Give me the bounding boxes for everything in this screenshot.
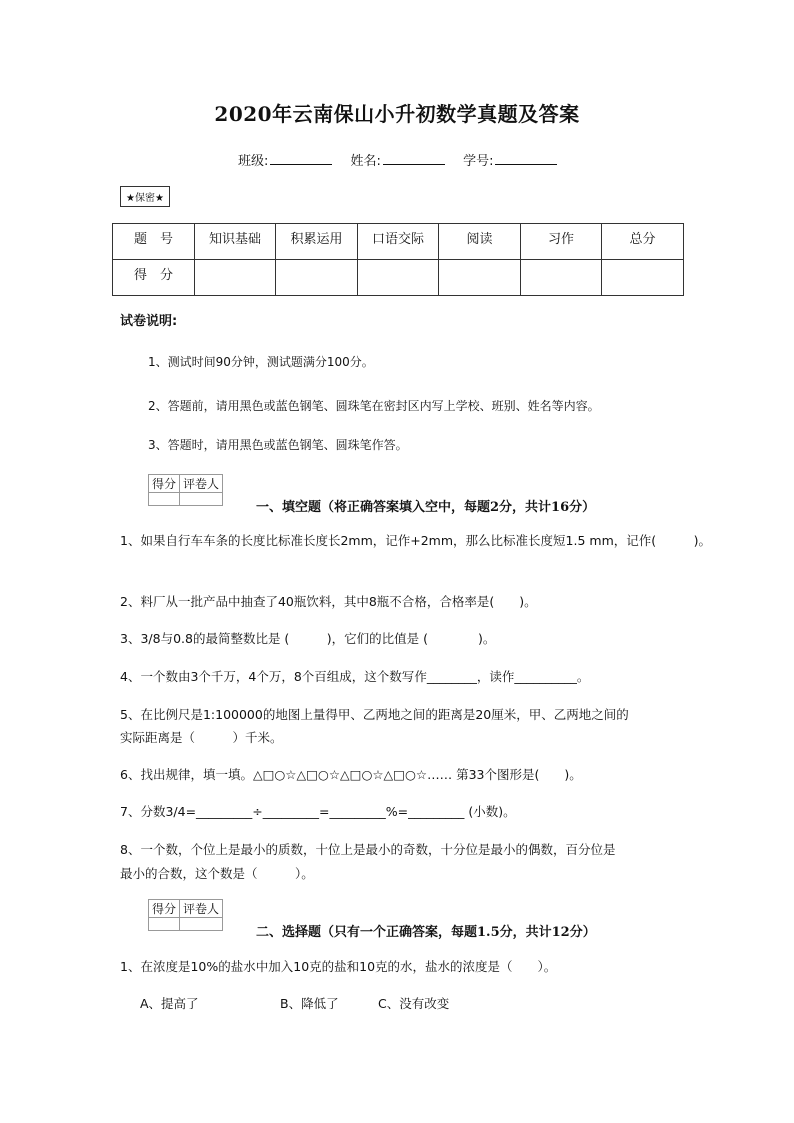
page-title: 2020年云南保山小升初数学真题及答案: [214, 102, 580, 126]
secret-badge: ★保密★: [120, 186, 170, 207]
option-a[interactable]: A、提高了: [140, 996, 199, 1011]
id-label: 学号:: [463, 154, 494, 169]
name-label: 姓名:: [350, 154, 381, 169]
option-c[interactable]: C、没有改变: [378, 996, 450, 1011]
grader-box: [148, 474, 223, 506]
score-header-cell: 题 号: [113, 224, 195, 260]
score-cell[interactable]: [521, 260, 602, 296]
grader-score-label: 得分: [149, 475, 180, 493]
score-header-cell: 知识基础: [195, 224, 276, 260]
question-item: 实际距离是（ ）千米。: [120, 730, 283, 745]
instructions-heading: 试卷说明:: [120, 314, 178, 329]
instruction-item: 3、答题时，请用黑色或蓝色钢笔、圆珠笔作答。: [148, 438, 408, 452]
score-cell[interactable]: [195, 260, 276, 296]
grader-reviewer-cell[interactable]: [180, 493, 223, 506]
question-item: 8、一个数，个位上是最小的质数，十位上是最小的奇数，十分位是最小的偶数，百分位是: [120, 842, 616, 857]
score-cell[interactable]: [439, 260, 521, 296]
instruction-item: 2、答题前，请用黑色或蓝色钢笔、圆珠笔在密封区内写上学校、班别、姓名等内容。: [148, 399, 600, 413]
class-blank[interactable]: [270, 151, 332, 165]
score-cell[interactable]: [276, 260, 358, 296]
score-table: [112, 223, 684, 296]
question-item: 1、如果自行车车条的长度比标准长度长2mm，记作+2mm，那么比标准长度短1.5 mm，记作( )。: [120, 533, 711, 548]
score-header-cell: 习作: [521, 224, 602, 260]
grader-score-label: 得分: [149, 900, 180, 918]
grader-score-cell[interactable]: [149, 918, 180, 931]
option-b[interactable]: B、降低了: [280, 996, 339, 1011]
grader-box: [148, 899, 223, 931]
score-table-header-row: [113, 224, 684, 260]
score-table-score-row: [113, 260, 684, 296]
student-info: [238, 150, 571, 169]
question-item: 3、3/8与0.8的最简整数比是 ( )，它们的比值是 ( )。: [120, 631, 496, 646]
question-item: 4、一个数由3个千万，4个万，8个百组成，这个数写作________，读作__________。: [120, 669, 590, 684]
question-item: 6、找出规律，填一填。△□○☆△□○☆△□○☆△□○☆…… 第33个图形是( )。: [120, 767, 582, 782]
question-item: 2、料厂从一批产品中抽查了40瓶饮料，其中8瓶不合格，合格率是( )。: [120, 594, 537, 609]
score-header-cell: 口语交际: [358, 224, 439, 260]
section-2-title: 二、选择题（只有一个正确答案，每题1.5分，共计12分）: [256, 925, 596, 940]
grader-score-cell[interactable]: [149, 493, 180, 506]
question-item: 5、在比例尺是1:100000的地图上量得甲、乙两地之间的距离是20厘米，甲、乙两地之间的: [120, 707, 629, 722]
score-header-cell: 总分: [602, 224, 684, 260]
score-cell[interactable]: [358, 260, 439, 296]
question-item: 7、分数3/4=_________÷_________=_________%=_________ (小数)。: [120, 804, 516, 819]
question-item: 1、在浓度是10%的盐水中加入10克的盐和10克的水，盐水的浓度是（ ）。: [120, 959, 557, 974]
grader-reviewer-cell[interactable]: [180, 918, 223, 931]
class-label: 班级:: [238, 154, 269, 169]
id-blank[interactable]: [495, 151, 557, 165]
question-item: 最小的合数，这个数是（ ）。: [120, 866, 314, 881]
score-cell[interactable]: [602, 260, 684, 296]
name-blank[interactable]: [383, 151, 445, 165]
grader-reviewer-label: 评卷人: [180, 475, 223, 493]
section-1-title: 一、填空题（将正确答案填入空中，每题2分，共计16分）: [256, 500, 596, 515]
grader-reviewer-label: 评卷人: [180, 900, 223, 918]
instruction-item: 1、测试时间90分钟，测试题满分100分。: [148, 355, 374, 369]
score-header-cell: 积累运用: [276, 224, 358, 260]
score-row-label: 得 分: [113, 260, 195, 296]
score-header-cell: 阅读: [439, 224, 521, 260]
